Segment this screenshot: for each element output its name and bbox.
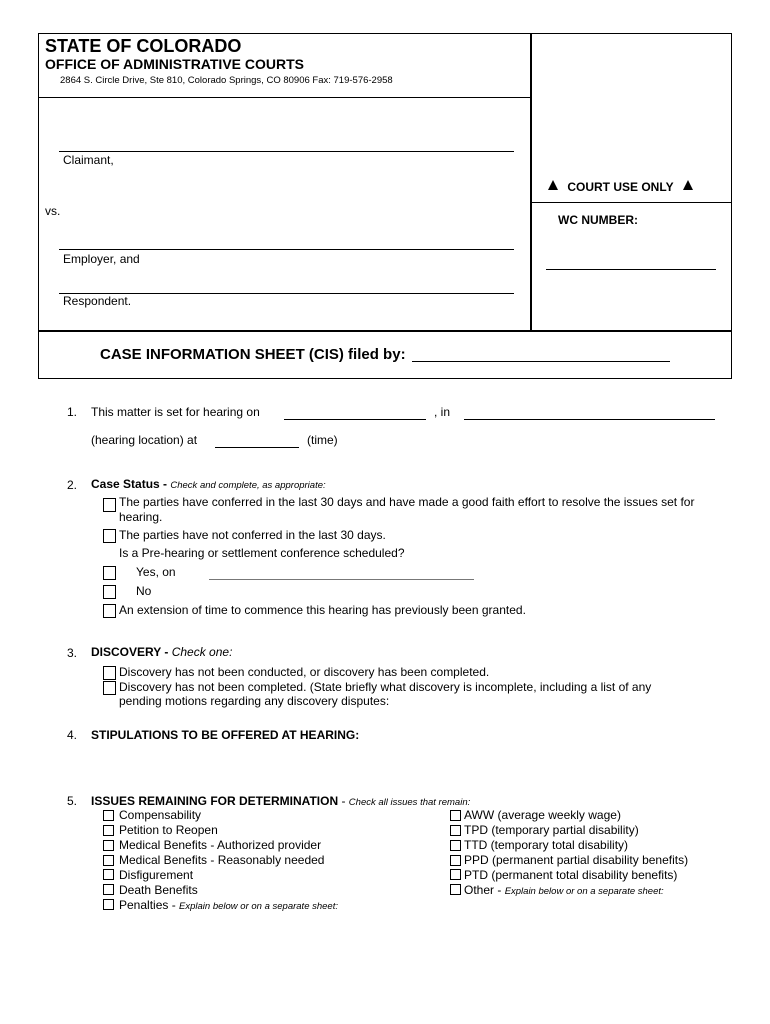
wc-number-line[interactable] <box>546 269 716 270</box>
header-divider <box>38 97 531 98</box>
wc-divider <box>531 202 732 203</box>
discovery-heading: DISCOVERY - <box>91 645 169 659</box>
medical-authorized-checkbox[interactable] <box>103 840 114 851</box>
penalties-note: Explain below or on a separate sheet: <box>179 901 338 912</box>
reopen-checkbox[interactable] <box>103 825 114 836</box>
yes-date-line[interactable] <box>209 579 474 580</box>
not-conferred-checkbox[interactable] <box>103 529 116 543</box>
section3-number: 3. <box>67 646 78 660</box>
penalties-label: Penalties - <box>119 898 180 912</box>
conferred-text-2: hearing. <box>119 510 163 524</box>
employer-label: Employer, and <box>63 252 140 266</box>
claimant-label: Claimant, <box>63 153 114 167</box>
issue-compensability: Compensability <box>119 808 202 822</box>
time-label: (time) <box>307 433 338 447</box>
other-checkbox[interactable] <box>450 884 461 895</box>
triangle-up-icon <box>683 180 693 190</box>
ppd-checkbox[interactable] <box>450 855 461 866</box>
case-status-note: Check and complete, as appropriate: <box>170 480 326 491</box>
disfigurement-checkbox[interactable] <box>103 869 114 880</box>
hearing-location-line[interactable] <box>215 447 299 448</box>
hearing-date-line[interactable] <box>284 419 426 420</box>
court-use-only <box>548 180 693 194</box>
issue-reopen: Petition to Reopen <box>119 823 218 837</box>
not-conferred-text: The parties have not conferred in the last 30 days. <box>119 528 386 542</box>
state-title: STATE OF COLORADO <box>45 36 242 56</box>
section3-heading <box>91 645 232 659</box>
no-checkbox[interactable] <box>103 585 116 599</box>
aww-checkbox[interactable] <box>450 810 461 821</box>
no-label: No <box>136 584 152 598</box>
discovery-incomplete-checkbox[interactable] <box>103 681 116 695</box>
tpd-checkbox[interactable] <box>450 825 461 836</box>
section4-number: 4. <box>67 728 78 742</box>
court-use-only-label: COURT USE ONLY <box>567 180 674 194</box>
discovery-note: Check one: <box>171 645 233 659</box>
ttd-checkbox[interactable] <box>450 840 461 851</box>
other-note: Explain below or on a separate sheet: <box>504 886 664 897</box>
ptd-checkbox[interactable] <box>450 869 461 880</box>
issues-heading: ISSUES REMAINING FOR DETERMINATION <box>91 794 339 808</box>
discovery-incomplete-text-1: Discovery has not been completed. (State briefly what discovery is incomplete, including a list of any <box>119 680 652 694</box>
section2-number: 2. <box>67 478 78 492</box>
conferred-text-1: The parties have conferred in the last 30 days and have made a good faith effort to resolve the issues set for <box>119 495 695 509</box>
yes-checkbox[interactable] <box>103 566 116 580</box>
prehearing-question: Is a Pre-hearing or settlement conference scheduled? <box>119 546 405 560</box>
hearing-location-label: (hearing location) at <box>91 433 198 447</box>
employer-line[interactable] <box>59 249 514 250</box>
other-label: Other - <box>464 883 505 897</box>
office-title: OFFICE OF ADMINISTRATIVE COURTS <box>45 56 304 72</box>
respondent-label: Respondent. <box>63 294 132 308</box>
section1-in: , in <box>434 405 451 419</box>
cis-title-text: CASE INFORMATION SHEET (CIS) filed by: <box>100 346 406 363</box>
discovery-incomplete-text-2: pending motions regarding any discovery disputes: <box>119 694 390 708</box>
hearing-place-line[interactable] <box>464 419 715 420</box>
issues-note: Check all issues that remain: <box>348 797 471 808</box>
issue-tpd: TPD (temporary partial disability) <box>464 823 639 837</box>
cis-title <box>100 346 406 363</box>
case-status-heading: Case Status - <box>91 477 168 491</box>
issue-medical-reasonable: Medical Benefits - Reasonably needed <box>119 853 325 867</box>
extension-checkbox[interactable] <box>103 604 116 618</box>
discovery-complete-checkbox[interactable] <box>103 666 116 680</box>
medical-reasonable-checkbox[interactable] <box>103 855 114 866</box>
cis-filed-by-line[interactable] <box>412 361 670 362</box>
cis-divider <box>38 330 732 332</box>
issue-ptd: PTD (permanent total disability benefits) <box>464 868 678 882</box>
court-address: 2864 S. Circle Drive, Ste 810, Colorado Springs, CO 80906 Fax: 719-576-2958 <box>60 75 393 86</box>
extension-text: An extension of time to commence this hearing has previously been granted. <box>119 603 526 617</box>
conferred-checkbox[interactable] <box>103 498 116 512</box>
issue-medical-authorized: Medical Benefits - Authorized provider <box>119 838 322 852</box>
section5-number: 5. <box>67 794 78 808</box>
issue-other <box>464 883 664 897</box>
penalties-checkbox[interactable] <box>103 899 114 910</box>
claimant-line[interactable] <box>59 151 514 152</box>
discovery-complete-text: Discovery has not been conducted, or discovery has been completed. <box>119 665 490 679</box>
stipulations-heading: STIPULATIONS TO BE OFFERED AT HEARING: <box>91 728 360 742</box>
triangle-up-icon <box>548 180 558 190</box>
section1-text: This matter is set for hearing on <box>91 405 260 419</box>
issue-penalties <box>119 898 338 912</box>
section2-heading <box>91 477 326 491</box>
wc-number-label: WC NUMBER: <box>558 213 638 227</box>
vs-label: vs. <box>45 204 61 218</box>
issue-aww: AWW (average weekly wage) <box>464 808 621 822</box>
yes-label: Yes, on <box>136 565 176 579</box>
issue-death-benefits: Death Benefits <box>119 883 198 897</box>
issue-disfigurement: Disfigurement <box>119 868 194 882</box>
compensability-checkbox[interactable] <box>103 810 114 821</box>
issues-dash: - <box>338 794 349 808</box>
section5-heading <box>91 794 470 808</box>
death-benefits-checkbox[interactable] <box>103 884 114 895</box>
caption-divider <box>530 33 532 330</box>
issue-ttd: TTD (temporary total disability) <box>464 838 629 852</box>
section1-number: 1. <box>67 405 78 419</box>
issue-ppd: PPD (permanent partial disability benefits) <box>464 853 689 867</box>
